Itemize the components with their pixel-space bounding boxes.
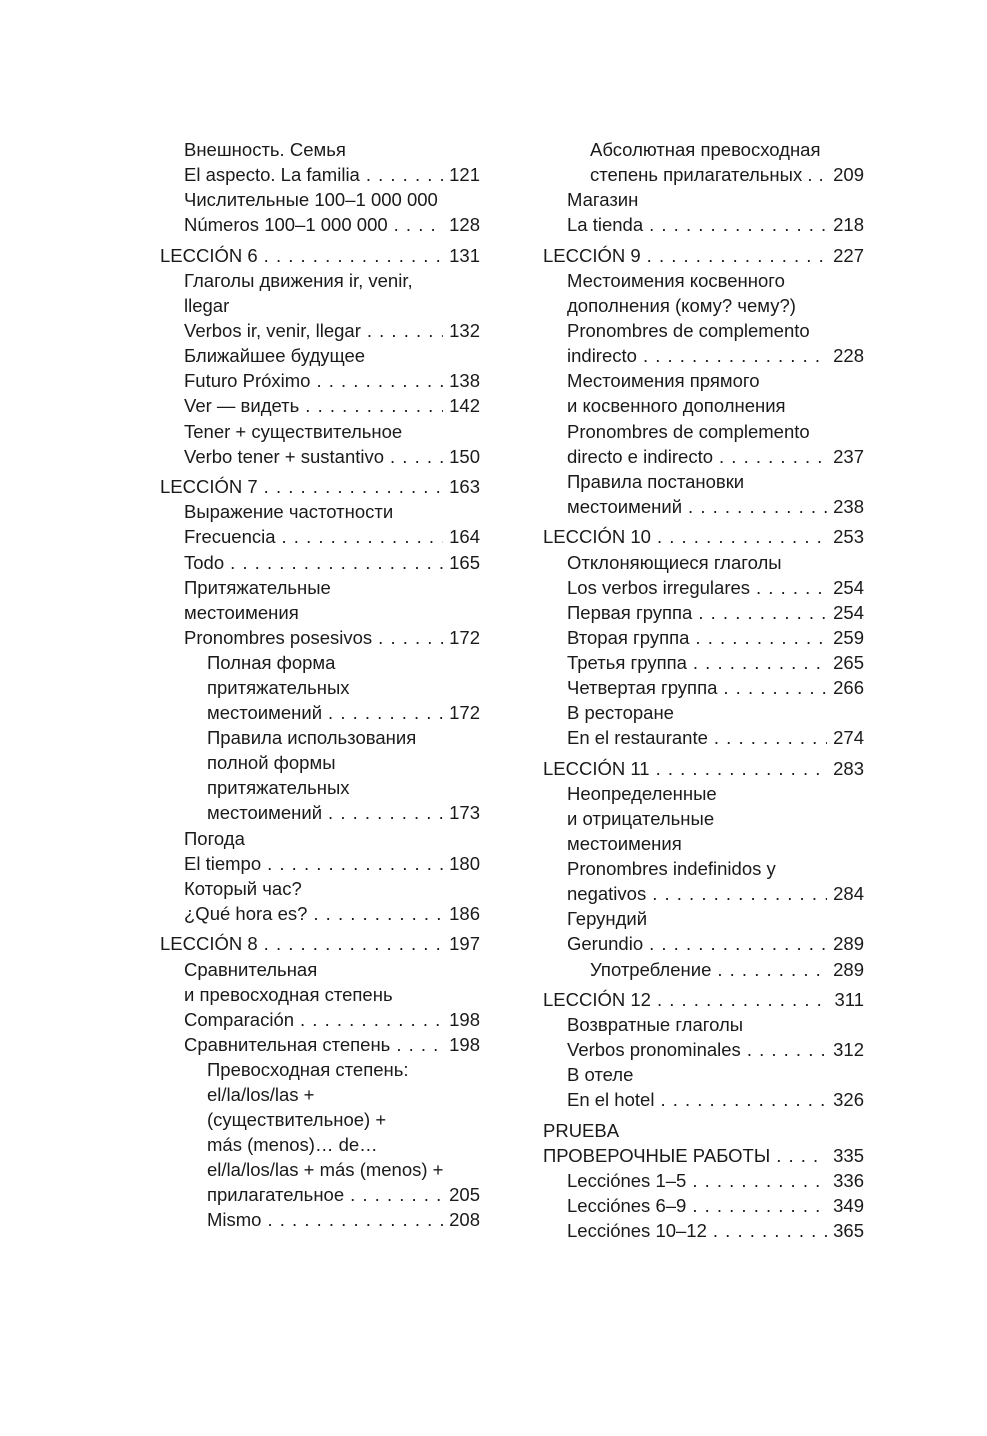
toc-entry-title: полной формы xyxy=(207,752,336,774)
toc-entry[interactable] xyxy=(160,851,480,876)
toc-entry-title: Comparación xyxy=(184,1008,295,1030)
toc-entry-title: ПРОВЕРОЧНЫЕ РАБОТЫ xyxy=(543,1145,771,1167)
toc-entry-title: PRUEBA xyxy=(543,1120,620,1142)
toc-section-heading[interactable] xyxy=(543,1143,864,1168)
toc-page-number: 238 xyxy=(833,495,864,517)
toc-page-number: 312 xyxy=(833,1039,864,1061)
toc-entry-title: Неопределенные xyxy=(567,782,717,804)
toc-entry-title: Lecciónes 6–9 xyxy=(567,1195,687,1217)
toc-entry-title: Tener + существительное xyxy=(184,420,403,442)
toc-leader-dots xyxy=(692,1193,827,1218)
toc-entry-title: LECCIÓN 6 xyxy=(160,244,258,266)
toc-leader-dots xyxy=(657,987,829,1012)
toc-page-number: 165 xyxy=(449,551,480,573)
toc-entry-title: LECCIÓN 11 xyxy=(543,757,650,779)
toc-page-number: 289 xyxy=(833,958,864,980)
toc-page-number: 283 xyxy=(833,757,864,779)
toc-entry[interactable] xyxy=(543,1168,864,1193)
toc-page-number: 259 xyxy=(833,626,864,648)
toc-page-number: 218 xyxy=(833,214,864,236)
toc-entry-title: La tienda xyxy=(567,214,644,236)
toc-entry[interactable] xyxy=(160,957,480,982)
toc-page-number: 227 xyxy=(833,244,864,266)
toc-leader-dots xyxy=(396,1032,443,1057)
toc-entry-title: Ver — видеть xyxy=(184,395,300,417)
toc-entry[interactable] xyxy=(160,1032,480,1057)
toc-entry-title: Сравнительная xyxy=(184,958,318,980)
toc-entry-title: Первая группа xyxy=(567,601,693,623)
toc-entry-title: Герундий xyxy=(567,908,648,930)
toc-entry[interactable] xyxy=(160,1082,480,1107)
toc-entry-title: Местоимения прямого xyxy=(567,370,760,392)
toc-page-number: 197 xyxy=(449,933,480,955)
toc-section-heading[interactable] xyxy=(543,524,864,549)
toc-entry-title: Полная форма xyxy=(207,651,336,673)
toc-page-number: 311 xyxy=(834,989,864,1011)
toc-entry-title: местоимений xyxy=(567,495,683,517)
toc-entry-title: Verbo tener + sustantivo xyxy=(184,445,385,467)
toc-entry-title: indirecto xyxy=(567,345,637,367)
toc-entry-title: Verbos ir, venir, llegar xyxy=(184,320,361,342)
toc-entry-title: Mismo xyxy=(207,1209,262,1231)
toc-entry[interactable] xyxy=(160,318,480,343)
toc-entry[interactable] xyxy=(160,524,480,549)
toc-page-number: 349 xyxy=(833,1195,864,1217)
toc-entry[interactable] xyxy=(160,499,480,524)
toc-entry-title: El aspecto. La familia xyxy=(184,164,360,186)
toc-page-number: 186 xyxy=(449,902,480,924)
toc-entry[interactable] xyxy=(543,469,864,494)
toc-leader-dots xyxy=(313,901,443,926)
toc-page-number: 164 xyxy=(449,526,480,548)
toc-entry-title: Frecuencia xyxy=(184,526,276,548)
toc-leader-dots xyxy=(643,343,827,368)
toc-entry[interactable] xyxy=(543,700,864,725)
toc-entry-title: Числительные 100–1 000 000 xyxy=(184,189,438,211)
toc-entry-title: Pronombres de complemento xyxy=(567,420,810,442)
toc-entry-title: Gerundio xyxy=(567,933,644,955)
toc-entry[interactable] xyxy=(160,419,480,444)
toc-entry-title: En el hotel xyxy=(567,1089,655,1111)
toc-section-heading[interactable] xyxy=(160,474,480,499)
toc-entry[interactable] xyxy=(160,550,480,575)
toc-page-number: 336 xyxy=(833,1170,864,1192)
toc-entry-title: Который час? xyxy=(184,877,302,899)
toc-page-number: 172 xyxy=(449,702,480,724)
toc-entry-title: Números 100–1 000 000 xyxy=(184,214,388,236)
toc-entry[interactable] xyxy=(160,137,480,162)
toc-entry[interactable] xyxy=(160,1107,480,1132)
toc-entry-title: Превосходная степень: xyxy=(207,1058,409,1080)
toc-entry[interactable] xyxy=(160,625,480,650)
toc-leader-dots xyxy=(328,800,443,825)
toc-entry-title: LECCIÓN 10 xyxy=(543,526,651,548)
toc-entry-title: negativos xyxy=(567,883,647,905)
toc-leader-dots xyxy=(305,393,443,418)
toc-entry[interactable] xyxy=(160,162,480,187)
toc-entry-title: (существительное) + xyxy=(207,1109,387,1131)
toc-entry[interactable] xyxy=(543,931,864,956)
toc-entry[interactable] xyxy=(543,957,864,982)
toc-leader-dots xyxy=(267,1207,443,1232)
toc-page-number: 266 xyxy=(833,676,864,698)
toc-entry-title: Ближайшее будущее xyxy=(184,345,366,367)
toc-leader-dots xyxy=(695,625,827,650)
toc-entry-title: местоимения xyxy=(184,601,299,623)
toc-entry[interactable] xyxy=(160,268,480,293)
toc-leader-dots xyxy=(267,851,443,876)
toc-leader-dots xyxy=(656,756,828,781)
toc-entry-title: Verbos pronominales xyxy=(567,1039,741,1061)
toc-entry[interactable] xyxy=(160,1007,480,1032)
toc-entry-title: местоимений xyxy=(207,702,323,724)
toc-entry[interactable] xyxy=(543,781,864,806)
toc-entry[interactable] xyxy=(160,1182,480,1207)
toc-entry[interactable] xyxy=(160,982,480,1007)
toc-entry[interactable] xyxy=(543,393,864,418)
toc-entry[interactable] xyxy=(160,444,480,469)
toc-entry[interactable] xyxy=(160,775,480,800)
toc-entry[interactable] xyxy=(543,187,864,212)
toc-page-number: 172 xyxy=(449,626,480,648)
toc-page-number: 253 xyxy=(833,526,864,548)
toc-entry[interactable] xyxy=(543,725,864,750)
toc-leader-dots xyxy=(698,600,827,625)
toc-entry-title: Вторая группа xyxy=(567,626,690,648)
toc-leader-dots xyxy=(366,162,443,187)
toc-page-number: 131 xyxy=(449,244,480,266)
toc-page-number: 138 xyxy=(449,370,480,392)
toc-entry[interactable] xyxy=(543,650,864,675)
toc-page-number: 198 xyxy=(449,1008,480,1030)
toc-leader-dots xyxy=(713,1218,827,1243)
toc-entry-title: Отклоняющиеся глаголы xyxy=(567,551,782,573)
toc-entry[interactable] xyxy=(543,1218,864,1243)
toc-page-number: 128 xyxy=(449,214,480,236)
toc-entry-title: Правила использования xyxy=(207,727,417,749)
toc-leader-dots xyxy=(747,1037,827,1062)
toc-entry-title: притяжательных xyxy=(207,777,350,799)
toc-entry-title: Pronombres posesivos xyxy=(184,626,373,648)
toc-entry[interactable] xyxy=(543,368,864,393)
toc-leader-dots xyxy=(692,1168,827,1193)
toc-entry[interactable] xyxy=(160,650,480,675)
toc-entry-title: Todo xyxy=(184,551,225,573)
toc-entry-title: притяжательных xyxy=(207,676,350,698)
toc-entry[interactable] xyxy=(160,368,480,393)
toc-page-number: 142 xyxy=(449,395,480,417)
toc-entry-title: Магазин xyxy=(567,189,639,211)
toc-entry[interactable] xyxy=(543,1062,864,1087)
toc-entry[interactable] xyxy=(543,831,864,856)
toc-leader-dots xyxy=(300,1007,443,1032)
toc-entry-title: Третья группа xyxy=(567,651,687,673)
toc-entry-title: Употребление xyxy=(590,958,712,980)
toc-entry[interactable] xyxy=(543,419,864,444)
toc-section-heading[interactable] xyxy=(543,243,864,268)
toc-entry[interactable] xyxy=(543,1193,864,1218)
toc-leader-dots xyxy=(328,700,443,725)
toc-page-number: 365 xyxy=(833,1220,864,1242)
toc-entry-title: и превосходная степень xyxy=(184,983,393,1005)
toc-section-heading[interactable] xyxy=(160,243,480,268)
toc-entry-title: и отрицательные xyxy=(567,807,715,829)
toc-leader-dots xyxy=(316,368,443,393)
toc-leader-dots xyxy=(367,318,443,343)
toc-entry-title: Lecciónes 1–5 xyxy=(567,1170,687,1192)
toc-entry-title: Абсолютная превосходная xyxy=(590,139,821,160)
toc-entry-title: El tiempo xyxy=(184,852,262,874)
toc-entry[interactable] xyxy=(543,494,864,519)
toc-entry-title: llegar xyxy=(184,295,230,317)
toc-entry[interactable] xyxy=(543,881,864,906)
toc-entry-title: Глаголы движения ir, venir, xyxy=(184,269,413,291)
toc-page-number: 254 xyxy=(833,601,864,623)
toc-entry[interactable] xyxy=(160,1207,480,1232)
toc-entry[interactable] xyxy=(160,750,480,775)
toc-entry[interactable] xyxy=(160,1057,480,1082)
toc-entry[interactable] xyxy=(543,1087,864,1112)
toc-entry[interactable] xyxy=(543,1037,864,1062)
toc-entry-title: местоимения xyxy=(567,833,682,855)
toc-entry[interactable] xyxy=(543,293,864,318)
toc-page-number: 208 xyxy=(449,1209,480,1231)
toc-page-number: 289 xyxy=(833,933,864,955)
toc-entry[interactable] xyxy=(543,906,864,931)
toc-leader-dots xyxy=(390,444,443,469)
toc-entry[interactable] xyxy=(160,293,480,318)
toc-leader-dots xyxy=(717,957,827,982)
toc-page-number: 254 xyxy=(833,576,864,598)
toc-leader-dots xyxy=(660,1087,827,1112)
toc-leader-dots xyxy=(756,575,827,600)
toc-entry-title: степень прилагательных . xyxy=(590,164,813,186)
toc-leader-dots xyxy=(394,212,443,237)
toc-leader-dots xyxy=(647,243,827,268)
toc-leader-dots xyxy=(230,550,443,575)
toc-entry-title: Правила постановки xyxy=(567,470,745,492)
toc-page-number: 284 xyxy=(833,883,864,905)
toc-page-number: 228 xyxy=(833,345,864,367)
toc-entry-title: LECCIÓN 7 xyxy=(160,476,258,498)
toc-page-number: 121 xyxy=(449,164,480,186)
toc-page-number: 326 xyxy=(833,1089,864,1111)
toc-page-number: 150 xyxy=(449,445,480,467)
toc-entry[interactable] xyxy=(160,826,480,851)
toc-leader-dots xyxy=(818,162,827,187)
toc-entry[interactable] xyxy=(160,187,480,212)
toc-section-heading[interactable] xyxy=(543,756,864,781)
toc-entry-title: и косвенного дополнения xyxy=(567,395,786,417)
toc-page-number: 180 xyxy=(449,852,480,874)
toc-leader-dots xyxy=(282,524,444,549)
toc-leader-dots xyxy=(719,444,827,469)
toc-entry[interactable] xyxy=(160,800,480,825)
toc-entry[interactable] xyxy=(543,343,864,368)
toc-entry[interactable] xyxy=(543,675,864,700)
toc-entry[interactable] xyxy=(160,600,480,625)
toc-entry-title: В отеле xyxy=(567,1064,634,1086)
toc-leader-dots xyxy=(649,931,827,956)
toc-entry[interactable] xyxy=(160,343,480,368)
toc-entry[interactable] xyxy=(543,575,864,600)
toc-column-right xyxy=(543,137,864,1244)
toc-entry-title: В ресторане xyxy=(567,702,674,724)
toc-leader-dots xyxy=(264,243,443,268)
toc-page-number: 205 xyxy=(449,1184,480,1206)
toc-page-number: 335 xyxy=(833,1145,864,1167)
toc-leader-dots xyxy=(649,212,827,237)
toc-entry-title: прилагательное xyxy=(207,1184,345,1206)
toc-entry-title: Местоимения косвенного xyxy=(567,269,785,291)
toc-entry[interactable] xyxy=(160,1132,480,1157)
toc-entry[interactable] xyxy=(160,876,480,901)
toc-entry-title: más (menos)… de… xyxy=(207,1134,378,1156)
toc-entry[interactable] xyxy=(543,268,864,293)
toc-section-heading[interactable] xyxy=(543,1118,864,1143)
toc-entry-title: directo e indirecto xyxy=(567,445,714,467)
toc-entry[interactable] xyxy=(160,1157,480,1182)
toc-leader-dots xyxy=(264,931,443,956)
toc-entry[interactable] xyxy=(543,137,864,162)
toc-entry-title: дополнения (кому? чему?) xyxy=(567,295,796,317)
toc-leader-dots xyxy=(714,725,827,750)
toc-entry-title: Сравнительная степень xyxy=(184,1033,391,1055)
toc-entry-title: местоимений xyxy=(207,802,323,824)
toc-page-number: 237 xyxy=(833,445,864,467)
toc-entry[interactable] xyxy=(160,212,480,237)
toc-leader-dots xyxy=(378,625,443,650)
toc-section-heading[interactable] xyxy=(160,931,480,956)
toc-entry[interactable] xyxy=(160,725,480,750)
toc-entry[interactable] xyxy=(543,444,864,469)
toc-entry[interactable] xyxy=(160,575,480,600)
toc-entry-title: Выражение частотности xyxy=(184,501,394,523)
toc-entry-title: Притяжательные xyxy=(184,576,331,598)
toc-entry-title: LECCIÓN 8 xyxy=(160,933,258,955)
toc-section-heading[interactable] xyxy=(543,987,864,1012)
toc-entry[interactable] xyxy=(160,901,480,926)
toc-entry[interactable] xyxy=(543,212,864,237)
toc-entry[interactable] xyxy=(543,550,864,575)
toc-entry-title: Lecciónes 10–12 xyxy=(567,1220,707,1242)
toc-leader-dots xyxy=(693,650,827,675)
toc-page-number: 198 xyxy=(449,1033,480,1055)
toc-entry[interactable] xyxy=(160,675,480,700)
toc-entry-title: ¿Qué hora es? xyxy=(184,902,308,924)
toc-entry-title: Четвертая группа xyxy=(567,676,718,698)
toc-leader-dots xyxy=(652,881,827,906)
toc-entry[interactable] xyxy=(543,318,864,343)
toc-leader-dots xyxy=(723,675,827,700)
toc-entry-title: Futuro Próximo xyxy=(184,370,311,392)
toc-page-number: 132 xyxy=(449,320,480,342)
toc-page-number: 265 xyxy=(833,651,864,673)
toc-entry-title: Возвратные глаголы xyxy=(567,1014,744,1036)
toc-leader-dots xyxy=(776,1143,827,1168)
toc-entry[interactable] xyxy=(543,625,864,650)
toc-entry-title: el/la/los/las + xyxy=(207,1083,315,1105)
toc-entry[interactable] xyxy=(543,806,864,831)
toc-page-number: 274 xyxy=(833,727,864,749)
toc-entry-title: LECCIÓN 9 xyxy=(543,244,641,266)
toc-entry-title: Los verbos irregulares xyxy=(567,576,751,598)
toc-column-left xyxy=(160,137,480,1233)
toc-entry[interactable] xyxy=(543,856,864,881)
toc-entry-title: Внешность. Семья xyxy=(184,139,346,160)
toc-page-number: 163 xyxy=(449,476,480,498)
toc-leader-dots xyxy=(657,524,827,549)
toc-entry-title: Погода xyxy=(184,827,245,849)
toc-entry[interactable] xyxy=(543,1012,864,1037)
toc-page-number: 173 xyxy=(449,802,480,824)
toc-entry-title: LECCIÓN 12 xyxy=(543,989,651,1011)
toc-entry-title: el/la/los/las + más (menos) + xyxy=(207,1159,444,1181)
toc-entry[interactable] xyxy=(160,700,480,725)
toc-entry[interactable] xyxy=(543,162,864,187)
toc-entry[interactable] xyxy=(160,393,480,418)
toc-leader-dots xyxy=(688,494,827,519)
toc-entry-title: Pronombres de complemento xyxy=(567,320,810,342)
toc-leader-dots xyxy=(350,1182,443,1207)
toc-entry-title: En el restaurante xyxy=(567,727,708,749)
toc-entry[interactable] xyxy=(543,600,864,625)
toc-page-number: 209 xyxy=(833,164,864,186)
toc-entry-title: Pronombres indefinidos y xyxy=(567,858,776,880)
toc-leader-dots xyxy=(264,474,443,499)
